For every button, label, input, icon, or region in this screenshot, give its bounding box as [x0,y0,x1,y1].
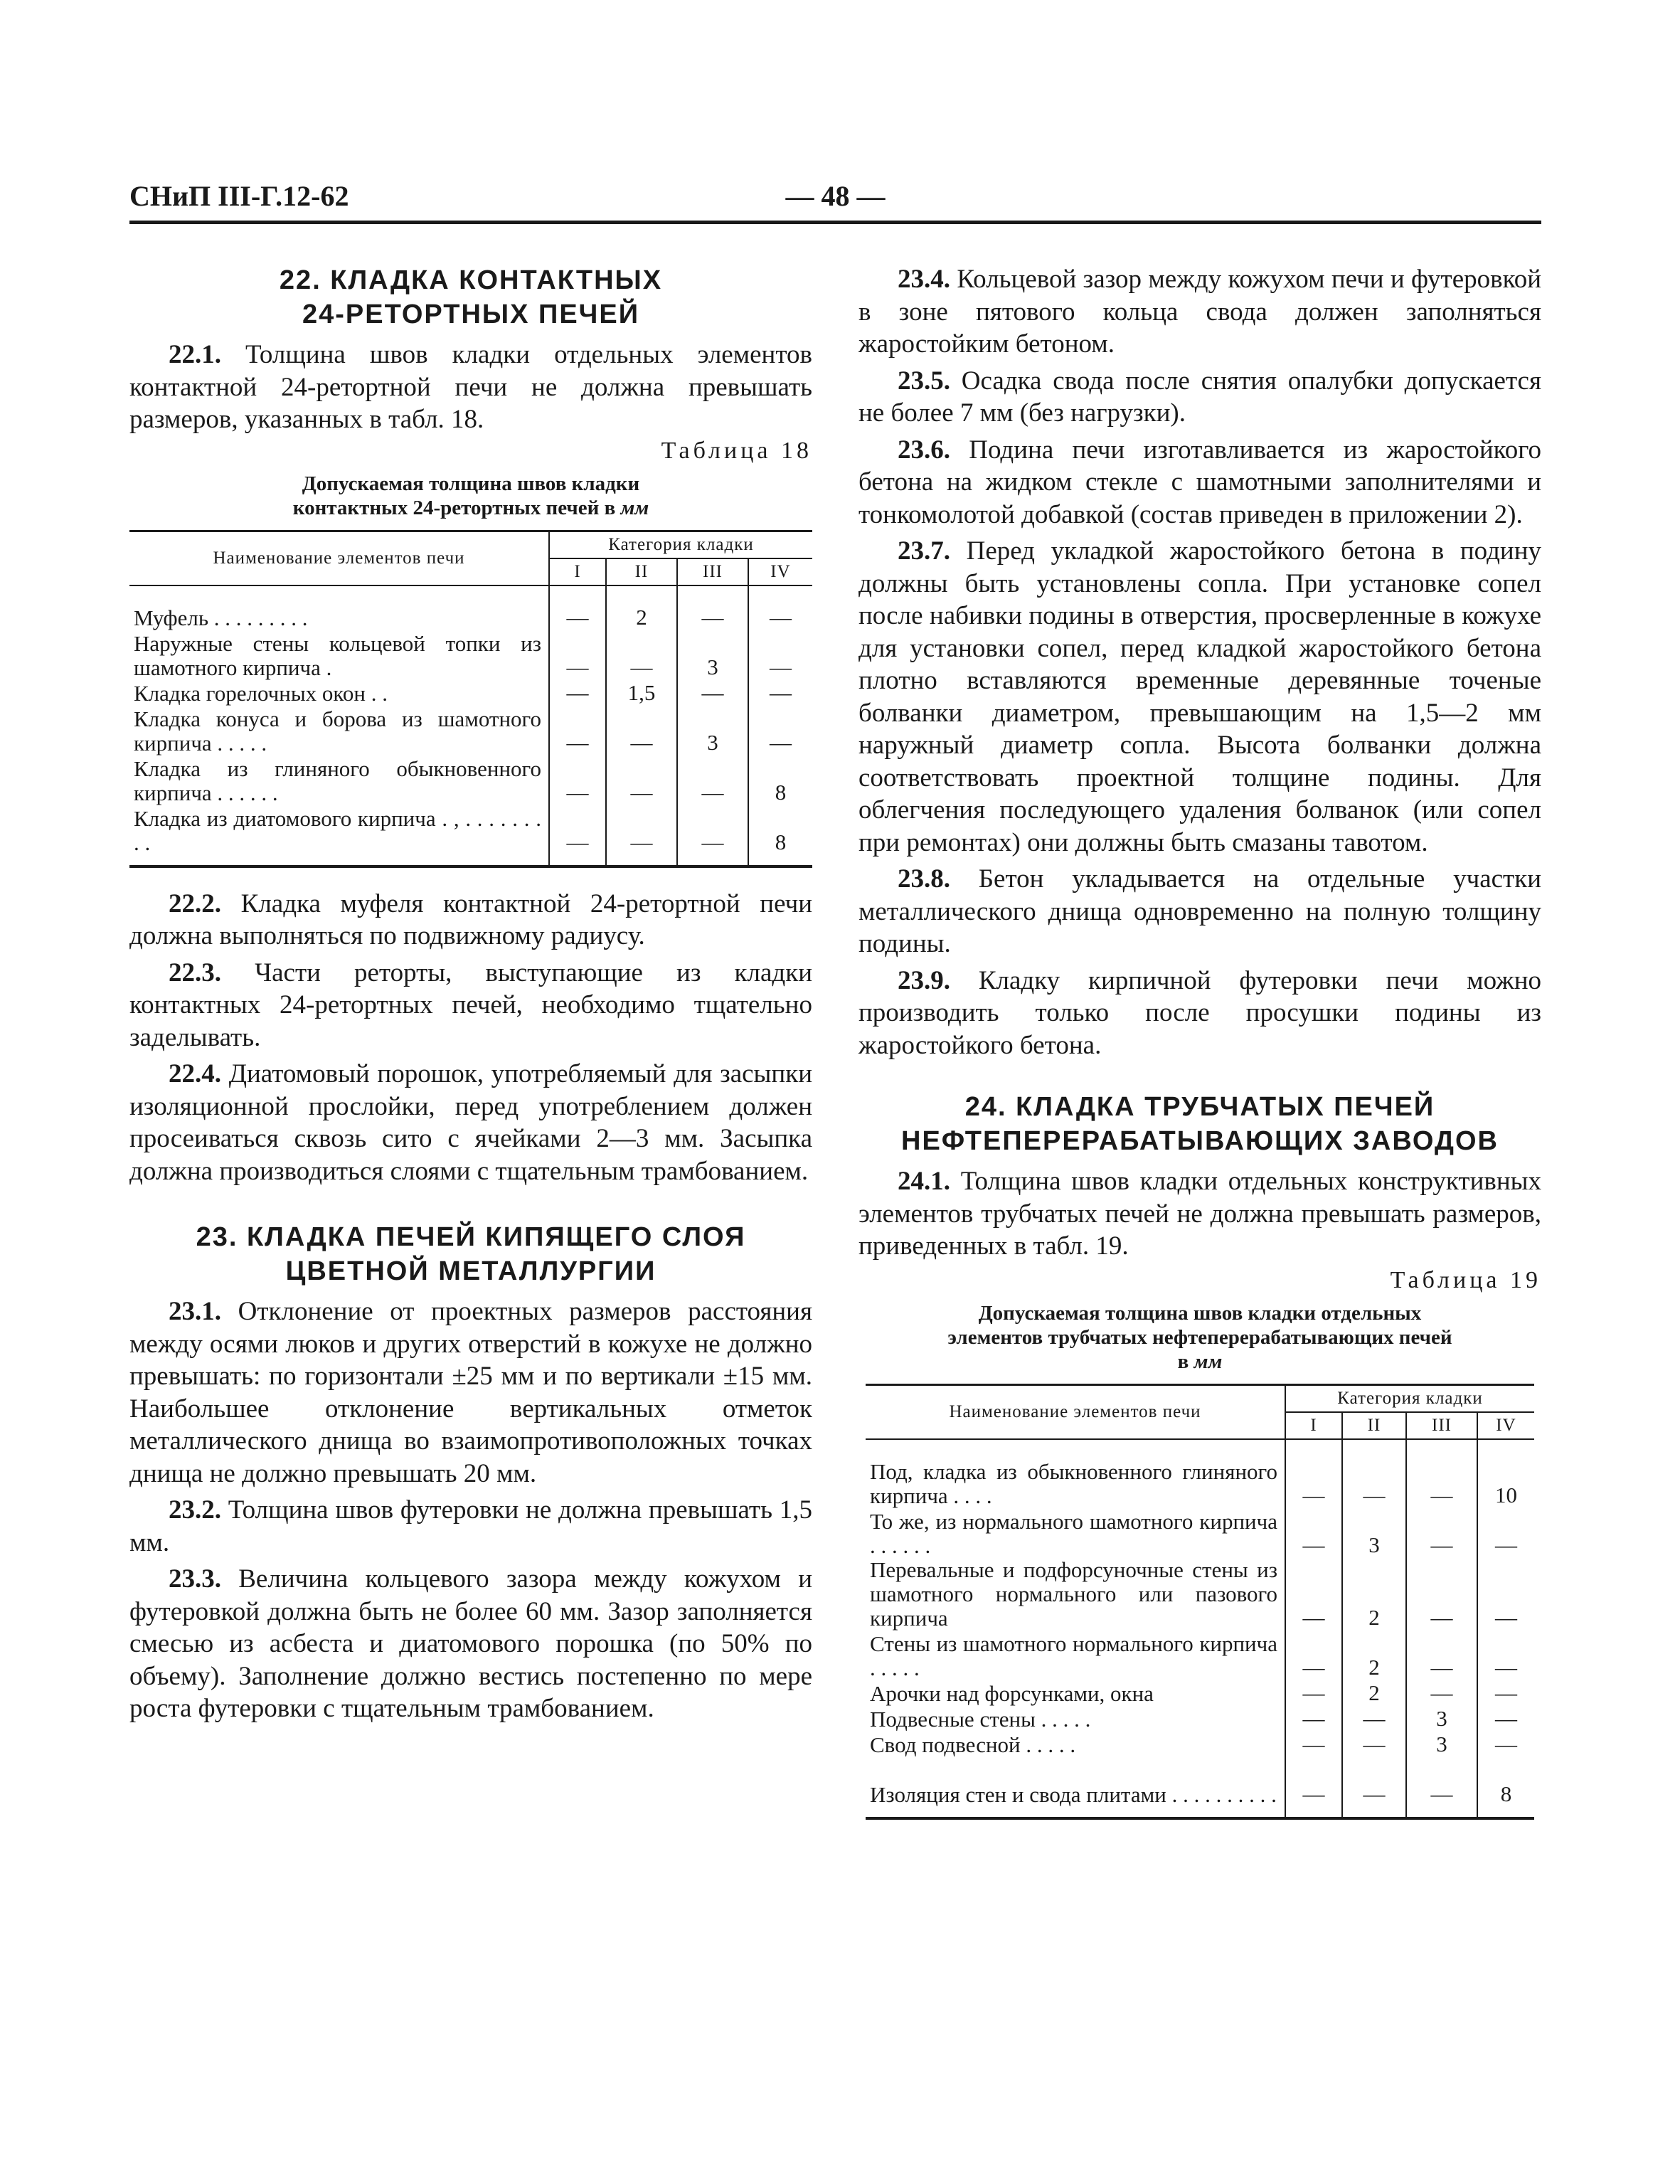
table-row: Кладка из диатомового кирпича . , . . . . . . . . . — — — 8 [129,805,812,866]
table-19-cat: II [1342,1412,1406,1439]
table-row: Кладка конуса и борова из шамотного кирпича . . . . . — — 3 — [129,706,812,756]
table-19-col-group: Категория кладки [1285,1384,1534,1412]
paragraph-23-4: 23.4. Кольцевой зазор между кожухом печи и футеровкой в зоне пятового кольца свода должен заполняться жаростойким бетоном. [858,265,1542,359]
table-18-title: Допускаемая толщина швов кладки контактных 24-ретортных печей в мм [292,472,649,519]
table-18-col-name: Наименование элементов печи [129,531,549,585]
table-row: Наружные стены кольцевой топки из шамотного кирпича . — — 3 — [129,630,812,680]
paragraph-24-1: 24.1. Толщина швов кладки отдельных конструктивных элементов трубчатых печей не должна превышать размеров, приведенных в табл. 19. [858,1167,1542,1261]
paragraph-23-2: 23.2. Толщина швов футеровки не должна превышать 1,5 мм. [129,1495,813,1557]
paragraph-23-5: 23.5. Осадка свода после снятия опалубки допускается не более 7 мм (без нагрузки). [858,366,1542,428]
table-18-cat: IV [748,558,812,585]
paragraph-23-8: 23.8. Бетон укладывается на отдельные участки металлического днища одновременно на полную толщину подины. [858,864,1542,958]
table-row: Стены из шамотного нормального кирпича . . . . . — 2 — — [866,1631,1534,1680]
table-18-cat: I [549,558,606,585]
paragraph-23-9: 23.9. Кладку кирпичной футеровки печи можно производить только после просушки подины из жаростойкого бетона. [858,965,1542,1060]
left-column [129,263,812,1729]
table-row: Перевальные и подфорсуночные стены из шамотного нормального или пазового кирпича — 2 — — [866,1558,1534,1631]
paragraph-22-4: 22.4. Диатомовый порошок, употребляемый для засыпки изоляционной прослойки, перед употреблением должен просеиваться сквозь сито с ячейками 2—3 мм. Засыпка должна производиться слоями с тщательным трамбованием. [129,1059,812,1186]
paragraph-23-7: 23.7. Перед укладкой жаростойкого бетона в подину должны быть установлены сопла. При установке сопел после набивки подины в отверстия, просверленные в кожухе для установки сопел, перед кладкой жаростойкого бетона плотно вставляются временные деревянные точеные болванки диаметром, превышающим на 1,5—2 мм наружный диаметр сопла. Высота болванки должна соответствовать проектной толщине подины. Для облегчения последующего удаления болванок (или сопел при ремонтах) они должны быть смазаны тавотом. [858,536,1541,857]
table-19-title: Допускаемая толщина швов кладки отдельных элементов трубчатых нефтеперерабатывающих печей в мм [947,1301,1452,1373]
page-number: — 48 — [785,180,886,212]
paragraph-22-2: 22.2. Кладка муфеля контактной 24-ретортной печи должна выполняться по подвижному радиусу. [129,889,812,950]
section-24-title: 24. КЛАДКА ТРУБЧАТЫХ ПЕЧЕЙ НЕФТЕПЕРЕРАБАТЫВАЮЩИХ ЗАВОДОВ [901,1092,1499,1156]
header-rule [129,221,1541,224]
table-18-label: Таблица 18 [661,437,812,464]
table-row: Изоляция стен и свода плитами . . . . . . . . . . — — — 8 [866,1757,1534,1818]
table-18 [129,530,812,868]
table-18-cat: III [677,558,748,585]
section-23-title: 23. КЛАДКА ПЕЧЕЙ КИПЯЩЕГО СЛОЯ ЦВЕТНОЙ МЕТАЛЛУРГИИ [196,1222,746,1286]
table-row: Подвесные стены . . . . . — — 3 — [866,1706,1534,1732]
paragraph-23-6: 23.6. Подина печи изготавливается из жаростойкого бетона на жидком стекле с шамотными заполнителями и тонкомолотой добавкой (состав приведен в приложении 2). [858,435,1541,529]
paragraph-22-3: 22.3. Части реторты, выступающие из кладки контактных 24-ретортных печей, необходимо тщательно заделывать. [129,958,813,1052]
table-19-col-name: Наименование элементов печи [866,1384,1285,1439]
right-column [858,263,1541,1820]
table-19-label: Таблица 19 [1390,1266,1541,1293]
table-18-cat: II [606,558,677,585]
table-19-cat: IV [1477,1412,1534,1439]
paragraph-23-3: 23.3. Величина кольцевого зазора между кожухом и футеровкой должна быть не более 60 мм. Зазор заполняется смесью из асбеста и диатомового порошка (по 50% по объему). Заполнение должно вестись постепенно по мере роста футеровки с тщательным трамбованием. [129,1564,813,1723]
table-19 [866,1384,1534,1820]
table-row: Арочки над форсунками, окна — 2 — — [866,1680,1534,1706]
section-22-title: 22. КЛАДКА КОНТАКТНЫХ 24-РЕТОРТНЫХ ПЕЧЕЙ [279,265,663,329]
table-18-col-group: Категория кладки [549,531,812,558]
table-19-cat: III [1406,1412,1477,1439]
table-row: Кладка горелочных окон . . — 1,5 — — [129,680,812,706]
table-19-cat: I [1285,1412,1342,1439]
table-row: Муфель . . . . . . . . . — 2 — — [129,605,812,630]
document-code: СНиП III-Г.12-62 [129,180,349,212]
table-row: Свод подвесной . . . . . — — 3 — [866,1732,1534,1757]
page-header [129,178,1541,218]
paragraph-22-1: 22.1. Толщина швов кладки отдельных элементов контактной 24-ретортной печи не должна превышать размеров, указанных в табл. 18. [129,340,813,434]
table-row: То же, из нормального шамотного кирпича . . . . . . — 3 — — [866,1508,1534,1558]
table-row: Кладка из глиняного обыкновенного кирпича . . . . . . — — — 8 [129,756,812,805]
paragraph-23-1: 23.1. Отклонение от проектных размеров расстояния между осями люков и других отверстий в кожухе не должно превышать: по горизонтали ±25 мм и по вертикали ±15 мм. Наибольшее отклонение вертикальных отметок металлического днища во взаимопротивоположных точках днища не должно превышать 20 мм. [129,1297,812,1488]
table-row: Под, кладка из обыкновенного глиняного кирпича . . . . — — — 10 [866,1458,1534,1508]
